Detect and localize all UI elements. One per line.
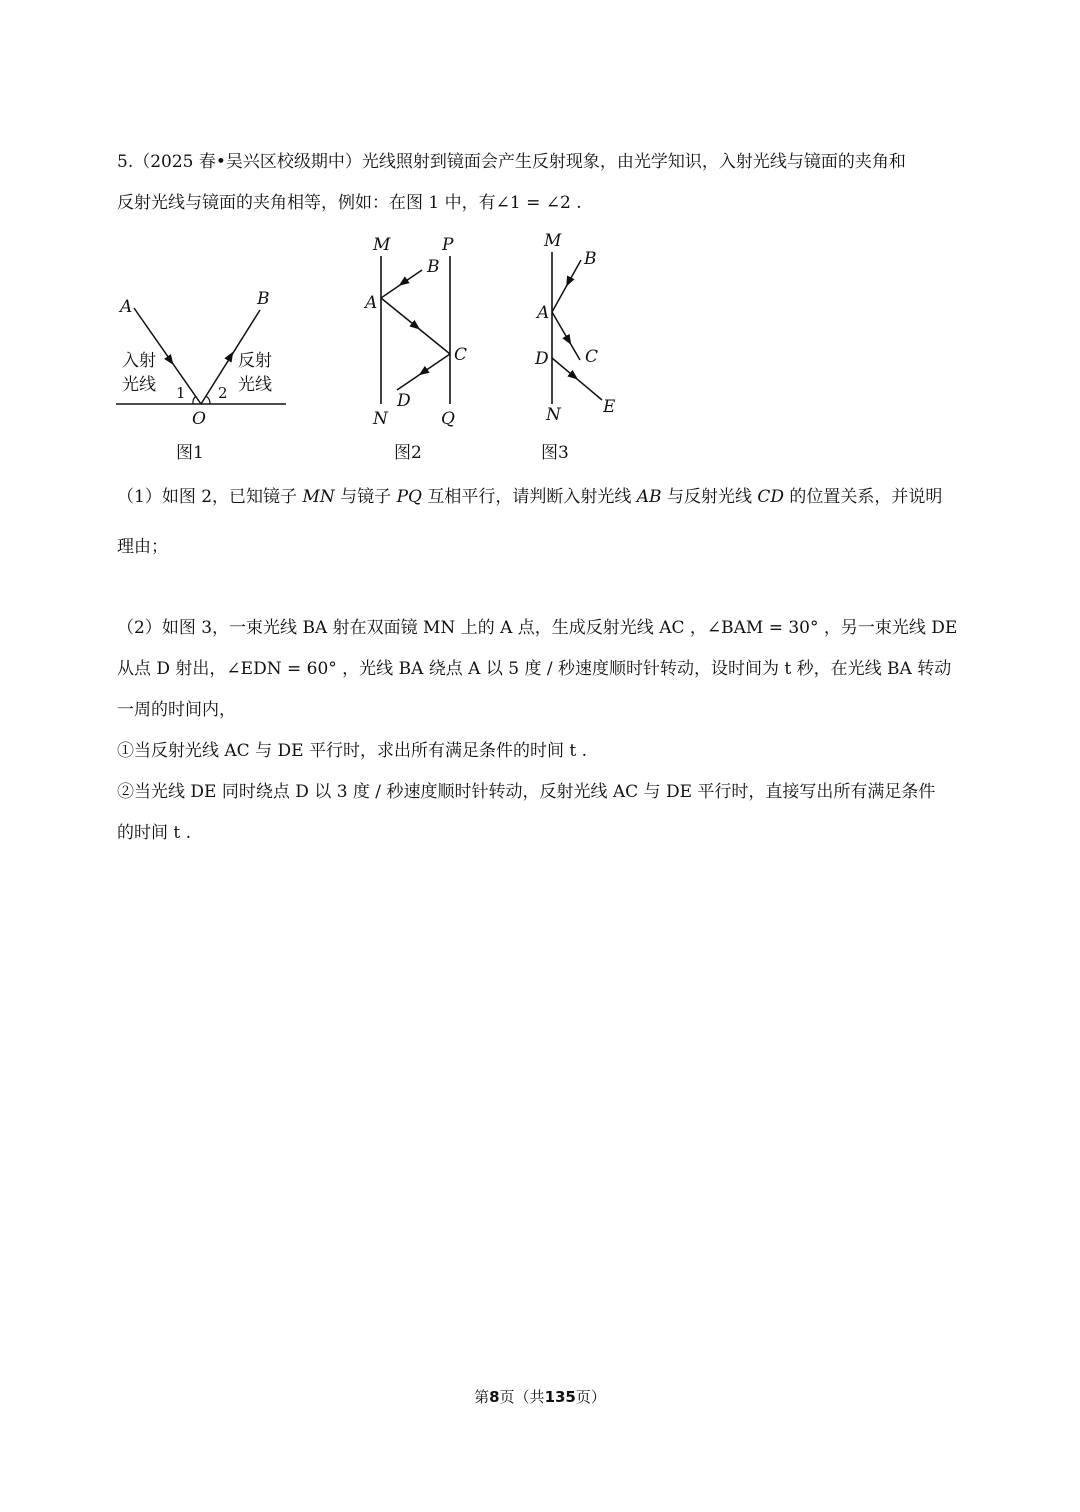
figures-area <box>100 230 660 470</box>
fig1-label-o: O <box>192 409 206 429</box>
problem-intro-line-1: 5.（2025 春•吴兴区校级期中）光线照射到镜面会产生反射现象，由光学知识，入射光线与镜面的夹角和 <box>117 152 906 172</box>
figure-1 <box>116 289 286 463</box>
fig2-label-b: B <box>427 257 440 277</box>
fig2-label-p: P <box>442 235 454 255</box>
question-1-line-1: （1）如图 2，已知镜子 MN 与镜子 PQ 互相平行，请判断入射光线 AB 与反射光线 CD 的位置关系，并说明 <box>117 487 943 507</box>
fig2-label-c: C <box>454 345 468 365</box>
page-footer: 第8页（共135页） <box>474 1388 606 1406</box>
question-2-sub-2-line-2: 的时间 t . <box>117 823 192 843</box>
question-2-line-2: 从点 D 射出，∠EDN = 60° ，光线 BA 绕点 A 以 5 度 / 秒速度顺时针转动，设时间为 t 秒，在光线 BA 转动 <box>117 659 952 679</box>
fig2-label-m: M <box>373 235 391 255</box>
fig3-label-c: C <box>585 347 599 367</box>
fig1-reflect-label-2: 光线 <box>238 375 272 395</box>
fig2-label-a: A <box>365 293 378 313</box>
fig1-caption: 图1 <box>176 443 204 463</box>
question-2-line-3: 一周的时间内， <box>117 700 236 720</box>
fig3-caption: 图3 <box>541 443 569 463</box>
question-2-sub-2-line-1: ②当光线 DE 同时绕点 D 以 3 度 / 秒速度顺时针转动，反射光线 AC 与 DE 平行时，直接写出所有满足条件 <box>117 782 936 802</box>
figure-2 <box>363 235 467 463</box>
fig3-label-n: N <box>546 405 561 425</box>
reflection-diagrams <box>100 230 660 470</box>
fig1-reflect-label-1: 反射 <box>238 351 272 371</box>
fig2-caption: 图2 <box>394 443 422 463</box>
fig1-angle-1: 1 <box>176 384 186 402</box>
fig3-label-m: M <box>544 231 562 251</box>
fig3-ray-ba <box>552 260 581 312</box>
fig1-incident-label-2: 光线 <box>122 375 156 395</box>
question-2-line-1: （2）如图 3，一束光线 BA 射在双面镜 MN 上的 A 点，生成反射光线 AC ，∠BAM = 30° ，另一束光线 DE <box>117 618 958 638</box>
fig3-label-b: B <box>584 249 597 269</box>
fig3-label-d: D <box>535 349 549 369</box>
question-2-sub-1: ①当反射光线 AC 与 DE 平行时，求出所有满足条件的时间 t . <box>117 741 587 761</box>
fig2-ray-ab <box>381 270 422 298</box>
fig2-label-d: D <box>397 391 411 411</box>
fig2-label-q: Q <box>441 409 455 429</box>
problem-intro-line-2: 反射光线与镜面的夹角相等，例如：在图 1 中，有∠1 = ∠2 . <box>117 193 582 213</box>
fig3-label-a: A <box>537 303 550 323</box>
fig1-label-a: A <box>120 297 133 317</box>
fig1-label-b: B <box>257 289 270 309</box>
fig2-label-n: N <box>373 409 388 429</box>
fig1-incident-label-1: 入射 <box>122 351 156 371</box>
fig3-ray-ac <box>552 312 580 360</box>
fig3-label-e: E <box>603 397 616 417</box>
figure-3 <box>534 231 616 463</box>
question-1-line-2: 理由； <box>117 537 168 557</box>
fig1-angle-2: 2 <box>218 384 228 402</box>
